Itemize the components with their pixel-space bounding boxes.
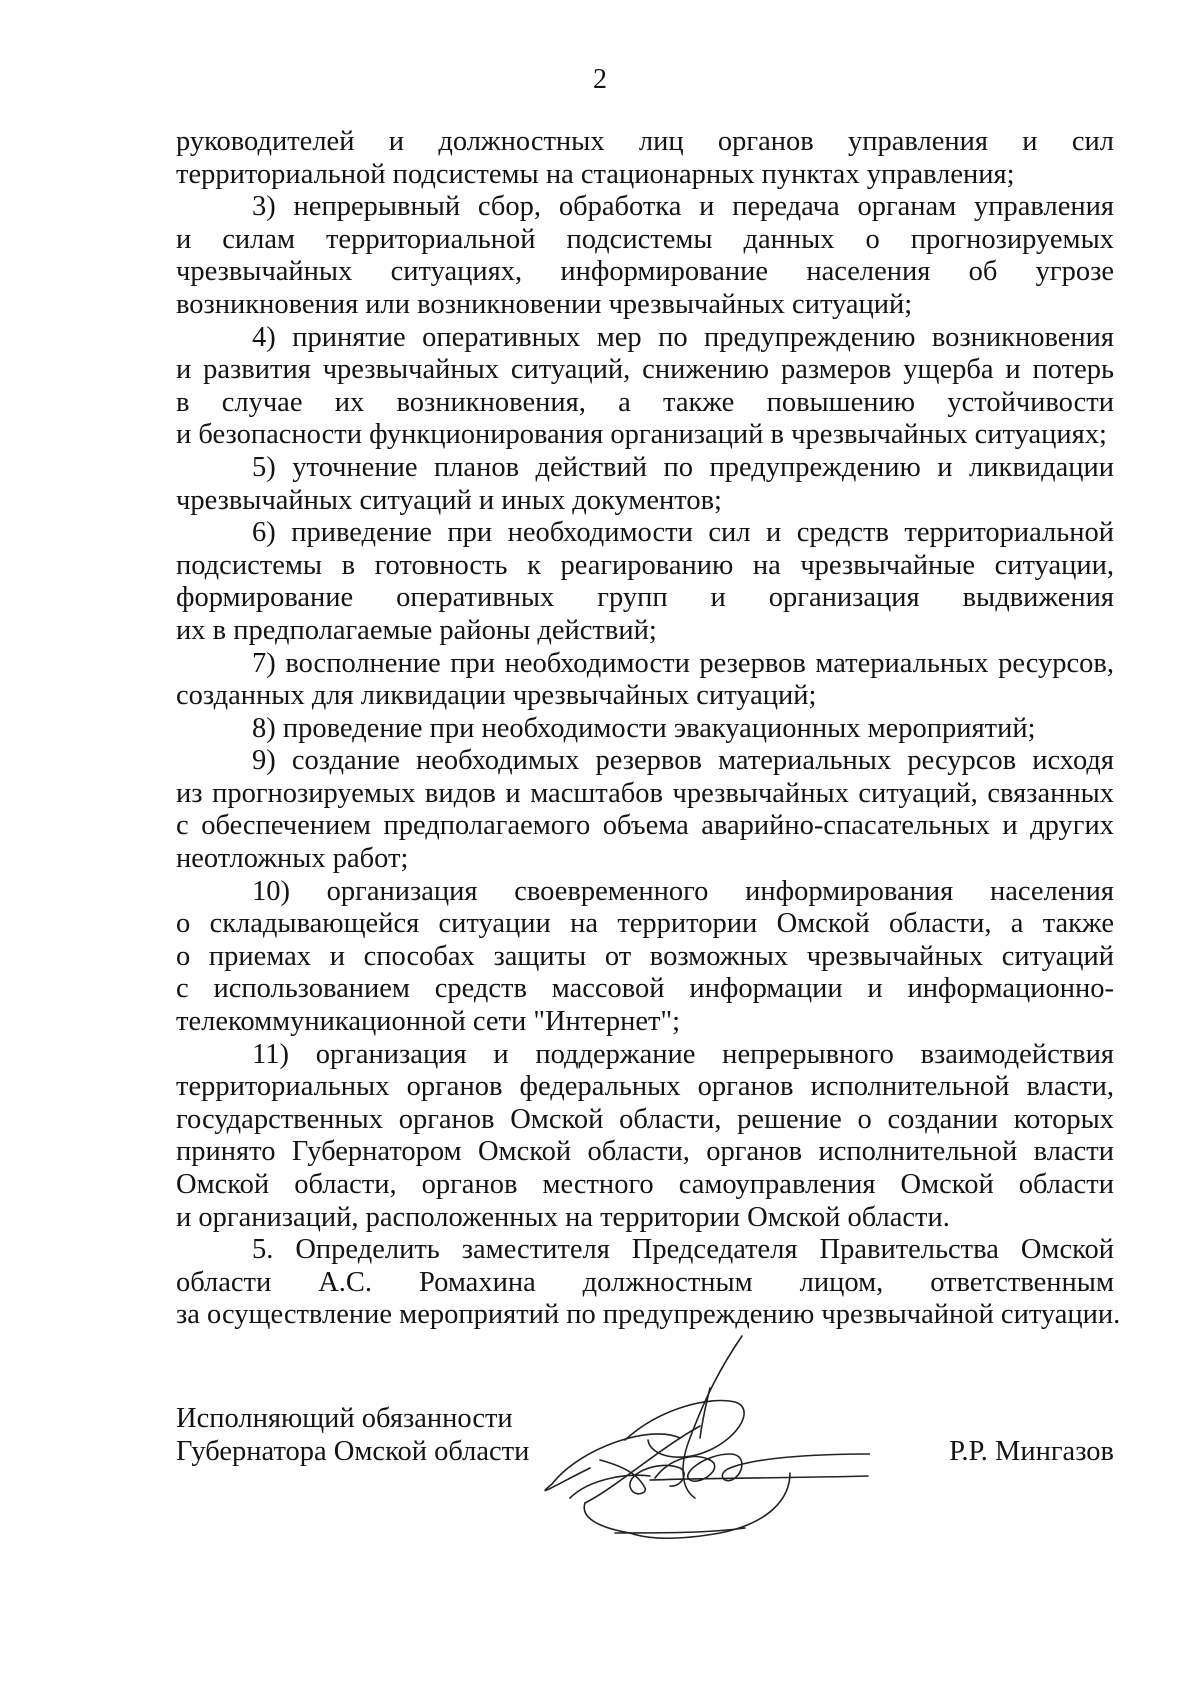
text-line: о складывающейся ситуации на территории Омской области, а также [176, 908, 1114, 940]
text-line: их в предполагаемые районы действий; [176, 614, 657, 646]
list-item-7-line: 7) восполнение при необходимости резервов материальных ресурсов, [252, 647, 1114, 679]
text-line: области А.С. Ромахина должностным лицом, ответственным [176, 1266, 1114, 1298]
text-line: руководителей и должностных лиц органов управления и сил [176, 126, 1114, 157]
document-body [176, 126, 1121, 1332]
text-line: неотложных работ; [176, 843, 409, 875]
list-item-11-line: 11) организация и поддержание непрерывного взаимодействия [252, 1038, 1114, 1070]
signatory-title-line: Исполняющий обязанности [176, 1403, 513, 1434]
text-line: созданных для ликвидации чрезвычайных ситуаций; [176, 680, 817, 712]
text-line: территориальных органов федеральных органов исполнительной власти, [176, 1071, 1114, 1103]
text-line: из прогнозируемых видов и масштабов чрезвычайных ситуаций, связанных [176, 777, 1114, 809]
text-line: в случае их возникновения, а также повышению устойчивости [176, 386, 1114, 418]
text-line: с использованием средств массовой информации и информационно- [176, 973, 1114, 1005]
text-line: и силам территориальной подсистемы данных о прогнозируемых [176, 223, 1114, 255]
handwritten-signature [530, 1328, 870, 1558]
text-line: за осуществление мероприятий по предупреждению чрезвычайной ситуации. [176, 1299, 1121, 1331]
list-item-10-line: 10) организация своевременного информирования населения [252, 875, 1114, 907]
list-item-3-line: 3) непрерывный сбор, обработка и передача органам управления [252, 191, 1114, 223]
text-line: чрезвычайных ситуаций и иных документов; [176, 484, 722, 516]
text-line: возникновения или возникновении чрезвычайных ситуаций; [176, 288, 913, 320]
text-line: и развития чрезвычайных ситуаций, снижению размеров ущерба и потерь [176, 354, 1114, 386]
list-item-4-line: 4) принятие оперативных мер по предупреждению возникновения [252, 321, 1114, 353]
page-number: 2 [593, 64, 607, 95]
clause-5-line: 5. Определить заместителя Председателя Правительства Омской [252, 1234, 1114, 1266]
signatory-title-line: Губернатора Омской области [176, 1436, 530, 1467]
text-line: принято Губернатором Омской области, органов исполнительной власти [176, 1136, 1114, 1168]
text-line: о приемах и способах защиты от возможных чрезвычайных ситуаций [176, 940, 1114, 972]
text-line: Омской области, органов местного самоуправления Омской области [176, 1169, 1114, 1200]
text-line: и организаций, расположенных на территории Омской области. [176, 1201, 950, 1233]
text-line: телекоммуникационной сети "Интернет"; [176, 1006, 681, 1038]
text-line: и безопасности функционирования организаций в чрезвычайных ситуациях; [176, 419, 1107, 451]
signatory-name: Р.Р. Мингазов [949, 1436, 1114, 1467]
list-item-6-line: 6) приведение при необходимости сил и средств территориальной [252, 517, 1114, 549]
text-line: подсистемы в готовность к реагированию на чрезвычайные ситуации, [176, 549, 1114, 581]
text-line: государственных органов Омской области, решение о создании которых [176, 1103, 1114, 1135]
list-item-9-line: 9) создание необходимых резервов материальных ресурсов исходя [252, 745, 1114, 777]
list-item-8-line: 8) проведение при необходимости эвакуационных мероприятий; [252, 712, 1036, 744]
text-line: формирование оперативных групп и организация выдвижения [176, 582, 1114, 614]
signatory-title [176, 1402, 529, 1468]
list-item-5-line: 5) уточнение планов действий по предупреждению и ликвидации [252, 451, 1114, 483]
signature-block [176, 1402, 1114, 1562]
text-line: чрезвычайных ситуациях, информирование населения об угрозе [176, 256, 1114, 288]
text-line: с обеспечением предполагаемого объема аварийно-спасательных и других [176, 810, 1114, 842]
text-line: территориальной подсистемы на стационарных пунктах управления; [176, 158, 1015, 190]
